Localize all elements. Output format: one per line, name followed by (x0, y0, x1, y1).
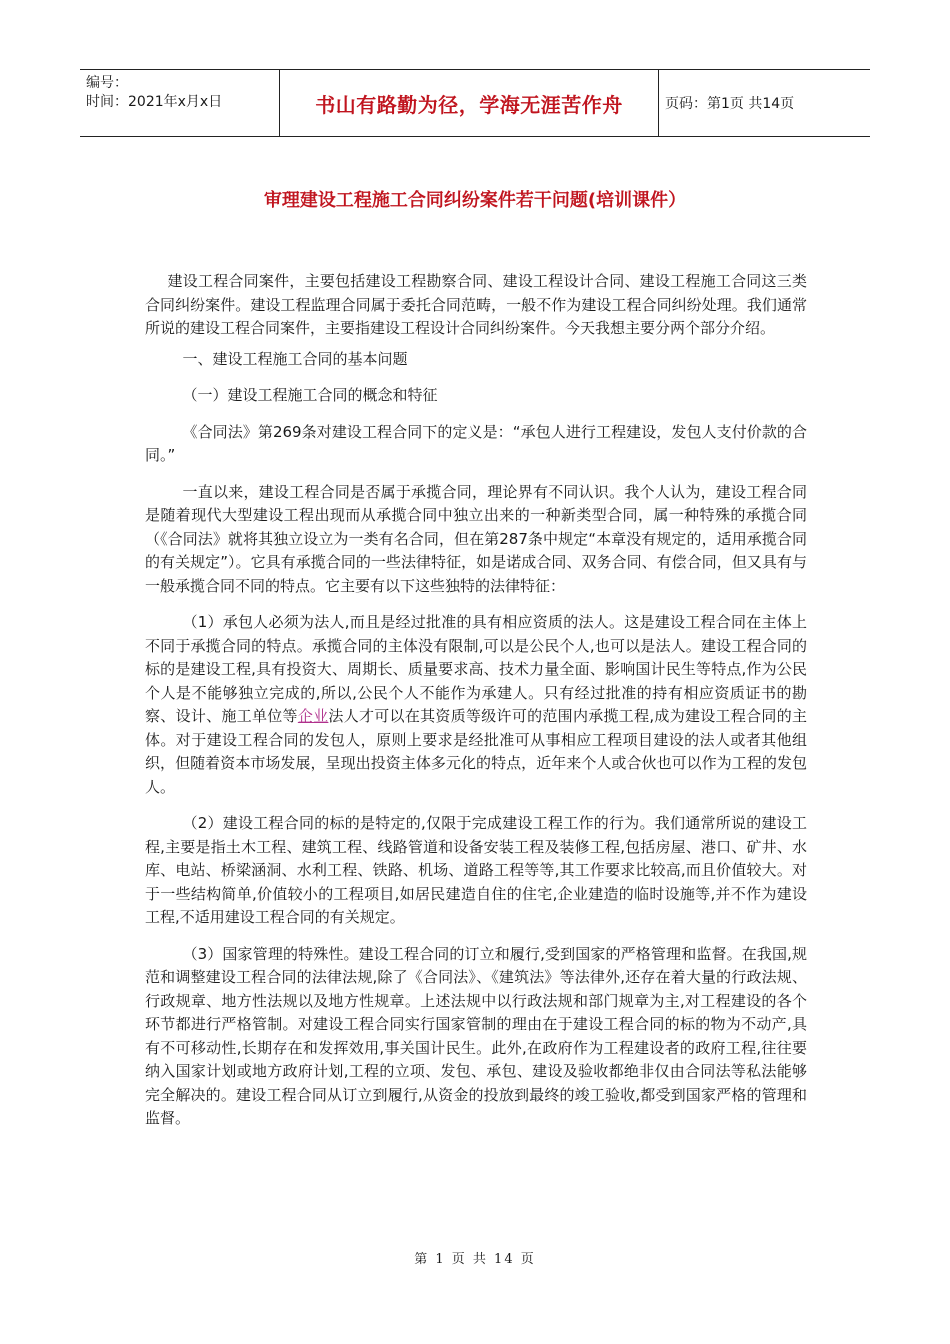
paragraph-nature: 一直以来，建设工程合同是否属于承揽合同，理论界有不同认识。我个人认为，建设工程合同是随着现代大型建设工程出现而从承揽合同中独立出来的一种新类型合同，属一种特殊的承揽合同（《合同法》就将其独立设立为一类有名合同，但在第287条中规定“本章没有规定的，适用承揽合同的有关规定”）。它具有承揽合同的一些法律特征，如是诺成合同、双务合同、有偿合同，但又具有与一般承揽合同不同的特点。它主要有以下这些独特的法律特征： (145, 482, 807, 595)
page-label: 页码：第1页 共14页 (665, 96, 795, 112)
paragraph-feature-2: （2）建设工程合同的标的是特定的,仅限于完成建设工程工作的行为。我们通常所说的建设工程,主要是指土木工程、建筑工程、线路管道和设备安装工程及装修工程,包括房屋、港口、矿井、水库、电站、桥梁涵洞、水利工程、铁路、机场、道路工程等等,其工作要求比较高,而且价值较大。对于一些结构简单,价值较小的工程项目,如居民建造自住的住宅,企业建造的临时设施等,并不作为建设工程,不适用建设工程合同的有关规定。 (145, 814, 807, 926)
document-body (145, 270, 807, 1131)
paragraph-definition: 《合同法》第269条对建设工程合同下的定义是：“承包人进行工程建设，发包人支付价款的合同。” (145, 422, 807, 464)
subsection-heading: （一）建设工程施工合同的概念和特征 (182, 386, 438, 404)
paragraph-feature-3: （3）国家管理的特殊性。建设工程合同的订立和履行,受到国家的严格管理和监督。在我国,规范和调整建设工程合同的法律法规,除了《合同法》、《建筑法》等法律外,还存在着大量的行政法规、行政规章、地方性法规以及地方性规章。上述法规中以行政法规和部门规章为主,对工程建设的各个环节都进行严格管制。对建设工程合同实行国家管制的理由在于建设工程合同的标的物为不动产,具有不可移动性,长期存在和发挥效用,事关国计民生。此外,在政府作为工程建设者的政府工程,往往要纳入国家计划或地方政府计划,工程的立项、发包、承包、建设及验收都绝非仅由合同法等私法能够完全解决的。建设工程合同从订立到履行,从资金的投放到最终的竣工验收,都受到国家严格的管理和监督。 (145, 944, 807, 1127)
paragraph-feature-1 (145, 611, 807, 799)
feature-1-text-b: 法人才可以在其资质等级许可的范围内承揽工程,成为建设工程合同的主体。对于建设工程合同的发包人，原则上要求是经批准可从事相应工程项目建设的法人或者其他组织，但随着资本市场发展，呈现出投资主体多元化的特点，近年来个人或合伙也可以作为工程的发包人。 (145, 707, 807, 796)
paragraph-intro: 建设工程合同案件，主要包括建设工程勘察合同、建设工程设计合同、建设工程施工合同这三类合同纠纷案件。建设工程监理合同属于委托合同范畴，一般不作为建设工程合同纠纷处理。我们通常所说的建设工程合同案件，主要指建设工程设计合同纠纷案件。今天我想主要分两个部分介绍。 (145, 272, 807, 337)
header-motto-cell (280, 70, 659, 136)
feature-1-text-a: （1）承包人必须为法人,而且是经过批准的具有相应资质的法人。这是建设工程合同在主体上不同于承揽合同的特点。承揽合同的主体没有限制,可以是公民个人,也可以是法人。建设工程合同的标的是建设工程,具有投资大、周期长、质量要求高、技术力量全面、影响国计民生等特点,作为公民个人是不能够独立完成的,所以,公民个人不能作为承建人。只有经过批准的持有相应资质证书的勘察、设计、施工单位等 (145, 613, 807, 725)
header-table (80, 69, 870, 137)
header-info-cell (80, 70, 280, 136)
header-page-cell (659, 70, 870, 136)
time-label: 时间：2021年x月x日 (86, 94, 223, 110)
motto-text: 书山有路勤为径，学海无涯苦作舟 (315, 92, 623, 117)
page-footer: 第 1 页 共 14 页 (414, 1252, 536, 1267)
document-title: 审理建设工程施工合同纠纷案件若干问题(培训课件） (263, 190, 687, 211)
enterprise-link[interactable]: 企业 (297, 707, 329, 725)
section-heading: 一、建设工程施工合同的基本问题 (182, 349, 408, 368)
number-label: 编号： (86, 75, 128, 91)
